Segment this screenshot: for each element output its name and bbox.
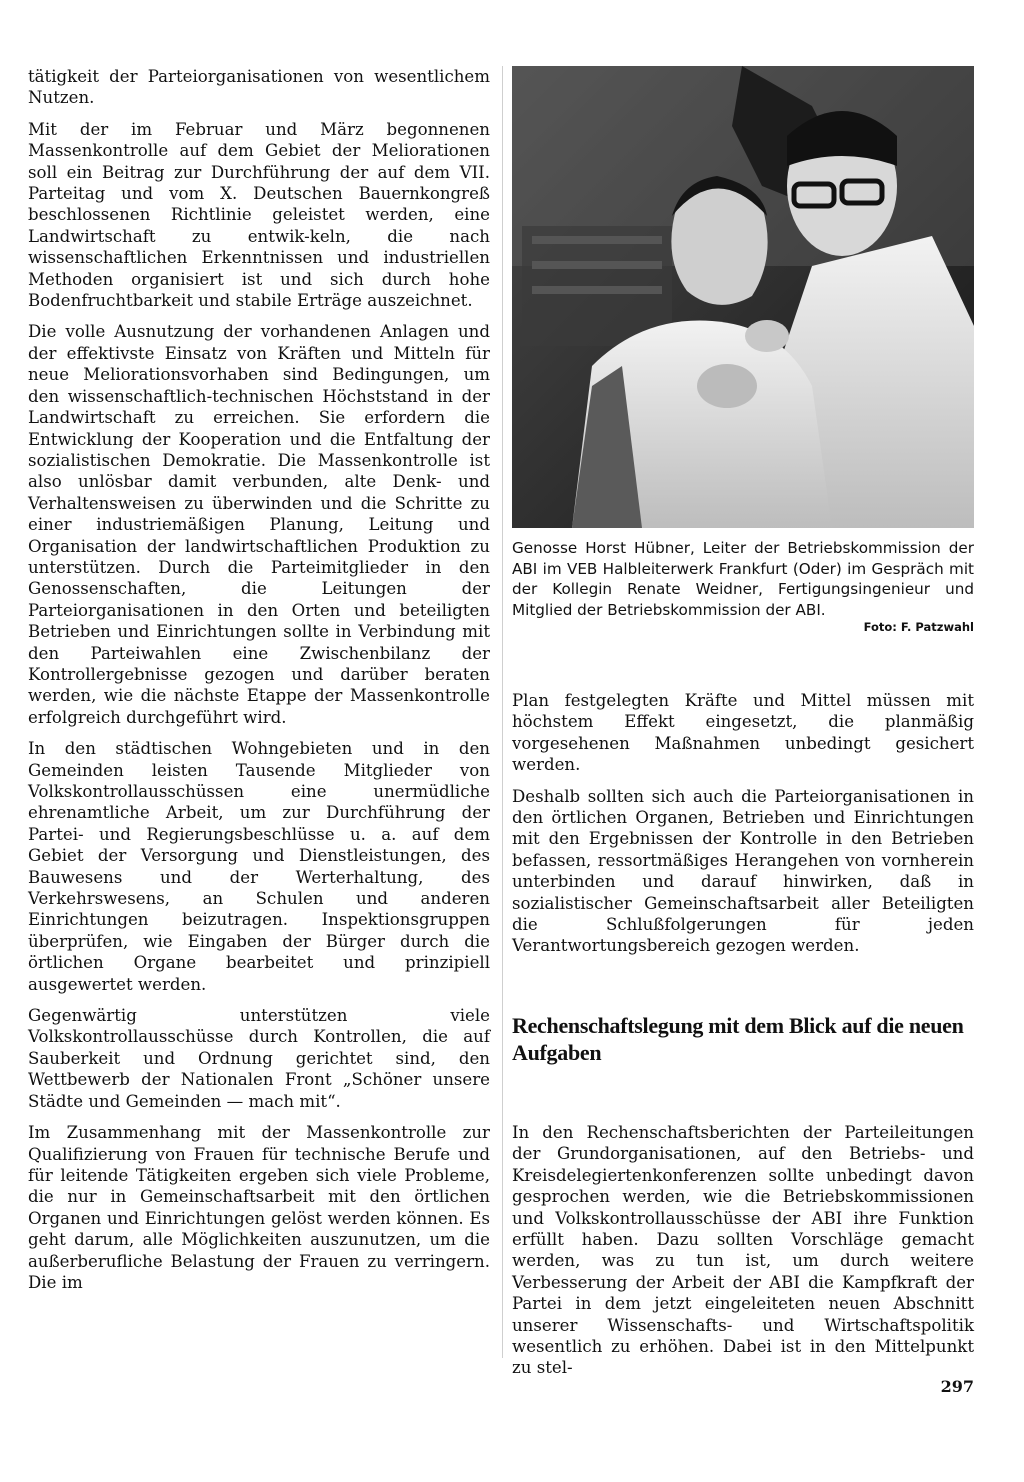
paragraph: Plan festgelegten Kräfte und Mittel müssen mit höchstem Effekt eingesetzt, die planmäßig vorgesehenen Maßnahmen unbedingt gesichert werden. [512, 691, 974, 775]
left-text-column [28, 66, 490, 1303]
photo-caption: Genosse Horst Hübner, Leiter der Betriebskommission der ABI im VEB Halbleiterwerk Frankfurt (Oder) im Gespräch mit der Kollegin Renate Weidner, Fertigungsingenieur und Mitglied der Betriebskommission der ABI. [512, 539, 974, 619]
paragraph: tätigkeit der Parteiorganisationen von wesentlichem Nutzen. [28, 67, 490, 108]
right-text-column-top [512, 690, 974, 967]
page-number: 297 [940, 1377, 974, 1396]
paragraph: Im Zusammenhang mit der Massenkontrolle zur Qualifizierung von Frauen für technische Berufe und für leitende Tätigkeiten ergeben sich viele Probleme, die nur in Gemeinschaftsarbeit mit den örtlichen Organen und Einrichtungen gelöst werden können. Es geht darum, alle Möglichkeiten auszunutzen, um die außerberufliche Belastung der Frauen zu verringern. Die im [28, 1123, 490, 1292]
paragraph: Die volle Ausnutzung der vorhandenen Anlagen und der effektivste Einsatz von Kräften und Mitteln für neue Meliorationsvorhaben sind Bedingungen, um den wissenschaftlich-technischen Höchststand in der Landwirtschaft zu erreichen. Sie erfordern die Entwicklung der Kooperation und die Entfaltung der sozialistischen Demokratie. Die Massenkontrolle ist also unlösbar damit verbunden, alte Denk- und Verhaltensweisen zu überwinden und die Schritte zu einer industriemäßigen Planung, Leitung und Organisation der landwirtschaftlichen Produktion zu unterstützen. Durch die Parteimitglieder in den Genossenschaften, die Leitungen der Parteiorganisationen in den Orten und beteiligten Betrieben und Einrichtungen sollte in Verbindung mit den Parteiwahlen eine Zwischenbilanz der Kontrollergebnisse gezogen und darüber beraten werden, wie die nächste Etappe der Massenkontrolle erfolgreich durchgeführt wird. [28, 322, 490, 727]
section-heading: Rechenschaftslegung mit dem Blick auf die neuen Aufgaben [512, 1013, 964, 1065]
paragraph: Mit der im Februar und März begonnenen Massenkontrolle auf dem Gebiet der Meliorationen soll ein Beitrag zur Durchführung der auf dem VII. Parteitag und vom X. Deutschen Bauernkongreß beschlossenen Richtlinie geleistet werden, eine Landwirtschaft zu entwik-keln, die nach wissenschaftlichen Erkenntnissen und industriellen Methoden organisiert ist und sich durch hohe Bodenfruchtbarkeit und stabile Erträge auszeichnet. [28, 119, 490, 311]
news-photo [512, 66, 974, 528]
column-divider [502, 66, 503, 1358]
photo-illustration [512, 66, 974, 528]
paragraph: Gegenwärtig unterstützen viele Volkskontrollausschüsse durch Kontrollen, die auf Sauberkeit und Ordnung gerichtet sind, den Wettbewerb der Nationalen Front „Schöner unsere Städte und Gemeinden — mach mit“. [28, 1006, 490, 1111]
right-text-column-bottom [512, 1122, 974, 1389]
paragraph: Deshalb sollten sich auch die Parteiorganisationen in den örtlichen Organen, Betrieben und Einrichtungen mit den Ergebnissen der Kontrolle in den Betrieben befassen, ressortmäßiges Herangehen von vornherein unterbinden und darauf hinwirken, daß in sozialistischer Gemeinschaftsarbeit aller Beteiligten die Schlußfolgerungen für jeden Verantwortungsbereich gezogen werden. [512, 786, 974, 956]
photo-credit: Foto: F. Patzwahl [863, 620, 974, 634]
paragraph: In den Rechenschaftsberichten der Parteileitungen der Grundorganisationen, auf den Betriebs- und Kreisdelegiertenkonferenzen sollte unbedingt davon gesprochen werden, wie die Betriebskommissionen und Volkskontrollausschüsse der ABI ihre Funktion erfüllt haben. Dazu sollten Vorschläge gemacht werden, was zu tun ist, um durch weitere Verbesserung der Arbeit der ABI die Kampfkraft der Partei in dem jetzt eingeleiteten neuen Abschnitt unserer Wissenschafts- und Wirtschaftspolitik wesentlich zu erhöhen. Dabei ist in den Mittelpunkt zu stel- [512, 1123, 974, 1378]
paragraph: In den städtischen Wohngebieten und in den Gemeinden leisten Tausende Mitglieder von Volkskontrollausschüssen eine unermüdliche ehrenamtliche Arbeit, um zur Durchführung der Partei- und Regierungsbeschlüsse u. a. auf dem Gebiet der Versorgung und Dienstleistungen, des Bauwesens und der Werterhaltung, des Verkehrswesens, an Schulen und anderen Einrichtungen beizutragen. Inspektionsgruppen überprüfen, wie Eingaben der Bürger durch die örtlichen Organe bearbeitet und prinzipiell ausgewertet werden. [28, 739, 490, 994]
